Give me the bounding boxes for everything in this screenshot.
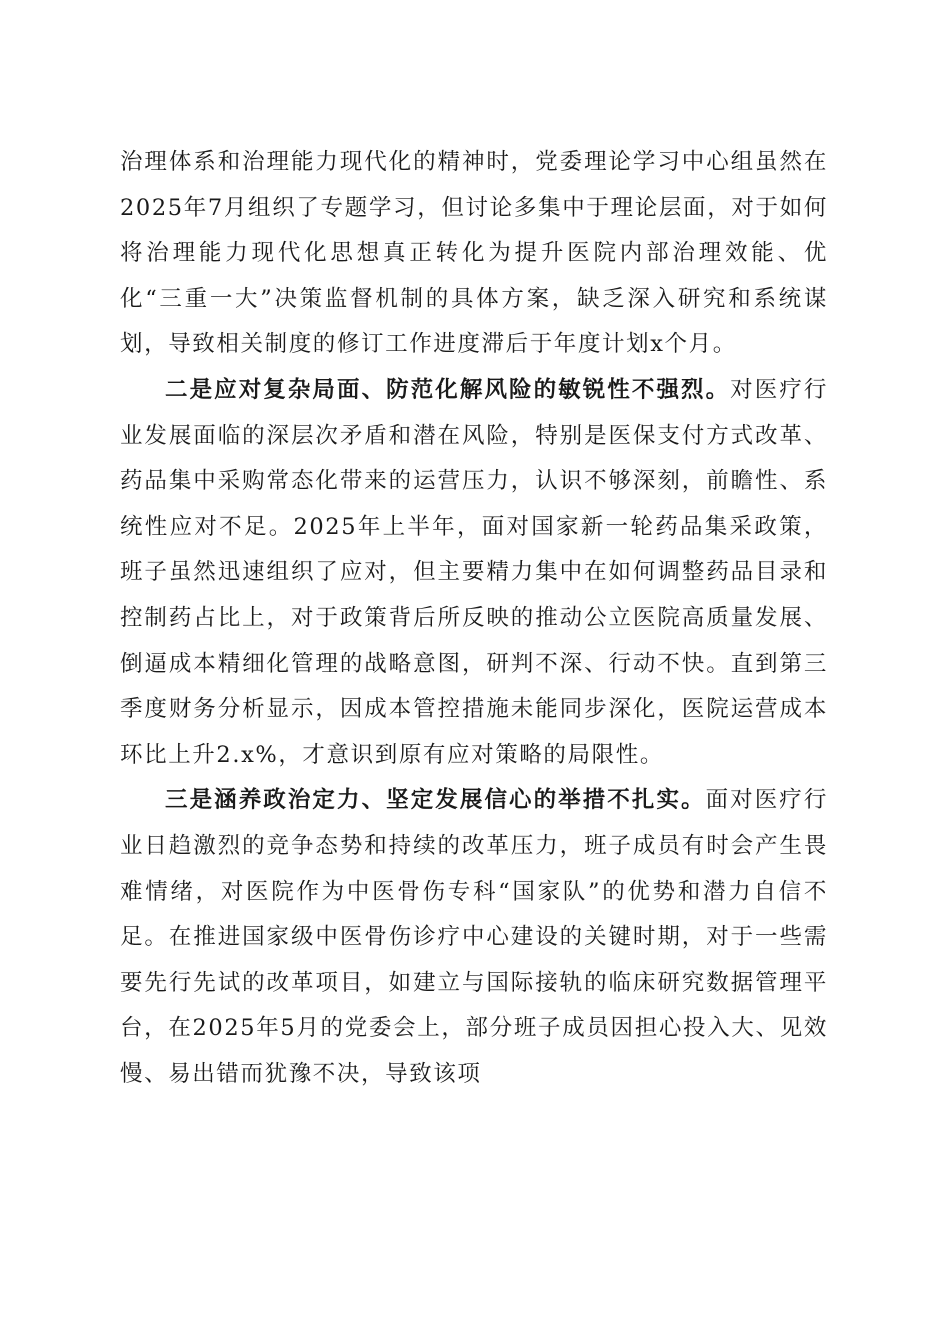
paragraph-body: 面对医疗行业日趋激烈的竞争态势和持续的改革压力，班子成员有时会产生畏难情绪，对医院作为中医骨伤专科“国家队”的优势和潜力自信不足。在推进国家级中医骨伤诊疗中心建设的关键时期，对于一些需要先行先试的改革项目，如建立与国际接轨的临床研究数据管理平台，在2025年5月的党委会上，部分班子成员因担心投入大、见效慢、易出错而犹豫不决，导致该项 bbox=[120, 787, 828, 1087]
paragraph-heading: 三是涵养政治定力、坚定发展信心的举措不扎实。 bbox=[165, 787, 706, 814]
paragraph-point-three bbox=[120, 778, 828, 1097]
paragraph-continuation bbox=[120, 140, 828, 368]
document-page bbox=[120, 140, 828, 1097]
paragraph-body: 治理体系和治理能力现代化的精神时，党委理论学习中心组虽然在2025年7月组织了专题学习，但讨论多集中于理论层面，对于如何将治理能力现代化思想真正转化为提升医院内部治理效能、优化“三重一大”决策监督机制的具体方案，缺乏深入研究和系统谋划，导致相关制度的修订工作进度滞后于年度计划x个月。 bbox=[120, 149, 828, 358]
paragraph-point-two bbox=[120, 368, 828, 778]
paragraph-body: 对医疗行业发展面临的深层次矛盾和潜在风险，特别是医保支付方式改革、药品集中采购常态化带来的运营压力，认识不够深刻，前瞻性、系统性应对不足。2025年上半年，面对国家新一轮药品集采政策，班子虽然迅速组织了应对，但主要精力集中在如何调整药品目录和控制药占比上，对于政策背后所反映的推动公立医院高质量发展、倒逼成本精细化管理的战略意图，研判不深、行动不快。直到第三季度财务分析显示，因成本管控措施未能同步深化，医院运营成本环比上升2.x%，才意识到原有应对策略的局限性。 bbox=[120, 376, 828, 768]
paragraph-heading: 二是应对复杂局面、防范化解风险的敏锐性不强烈。 bbox=[165, 376, 731, 403]
